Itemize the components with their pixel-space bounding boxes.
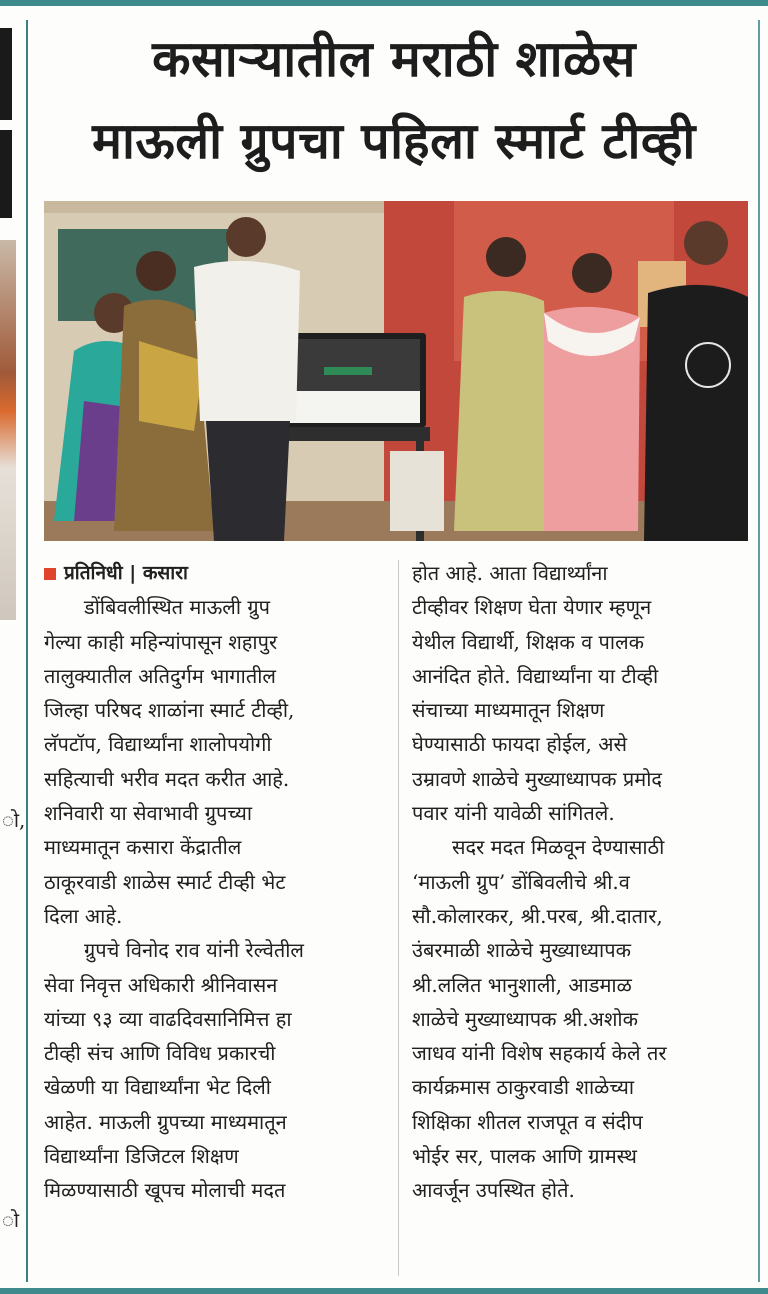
article-text-line: यांच्या ९३ व्या वाढदिवसानिमित्त हा [44, 1006, 292, 1031]
article-text-line: शिक्षिका शीतल राजपूत व संदीप [412, 1109, 643, 1134]
article-text-line: विद्यार्थ्यांना डिजिटल शिक्षण [44, 1144, 239, 1169]
article-text-line: जिल्हा परिषद शाळांना स्मार्ट टीव्ही, [44, 698, 295, 723]
article-text-line: माध्यमातून कसारा केंद्रातील [44, 835, 242, 860]
article-text-line: ठाकूरवाडी शाळेस स्मार्ट टीव्ही भेट [44, 869, 286, 894]
article-text-line: आनंदित होते. विद्यार्थ्यांना या टीव्ही [412, 663, 659, 688]
article-text-line: डोंबिवलीस्थित माऊली ग्रुप [84, 595, 271, 620]
byline [44, 556, 384, 590]
byline-marker-icon [44, 568, 56, 580]
adjacent-photo-fragment [0, 240, 16, 620]
article-text-line: मिळण्यासाठी खूपच मोलाची मदत [44, 1178, 286, 1203]
article-text-line: ‘माऊली ग्रुप’ डोंबिवलीचे श्री.व [412, 869, 630, 894]
article-text-line: आहेत. माऊली ग्रुपच्या माध्यमातून [44, 1109, 287, 1134]
article-text-line: दिला आहे. [44, 903, 123, 928]
article-text-line: टीव्हीवर शिक्षण घेता येणार म्हणून [412, 595, 652, 620]
adjacent-text-fragment: ो [2, 1208, 20, 1232]
article-text-line: शनिवारी या सेवाभावी ग्रुपच्या [44, 801, 253, 826]
article-text-line: जाधव यांनी विशेष सहकार्य केले तर [412, 1041, 667, 1066]
article-text-line: भोईर सर, पालक आणि ग्रामस्थ [412, 1144, 637, 1169]
column-divider [398, 560, 399, 1276]
article-text-line: सहित्याची भरीव मदत करीत आहे. [44, 766, 290, 791]
bottom-border-rule [0, 1288, 768, 1294]
article-left-column [44, 556, 384, 1208]
right-column-text [412, 556, 752, 1208]
left-column-text [44, 590, 384, 1207]
article-text-line: टीव्ही संच आणि विविध प्रकारची [44, 1041, 276, 1066]
headline-line-1: कसाऱ्यातील मराठी शाळेस [152, 29, 636, 88]
article-text-line: येथील विद्यार्थी, शिक्षक व पालक [412, 629, 645, 654]
article-text-line: तालुक्यातील अतिदुर्गम भागातील [44, 663, 276, 688]
article-text-line: सौ.कोलारकर, श्री.परब, श्री.दातार, [412, 903, 663, 928]
article-photo [44, 201, 748, 541]
article-text-line: सेवा निवृत्त अधिकारी श्रीनिवासन [44, 972, 278, 997]
article-text-line: होत आहे. आता विद्यार्थ्यांना [412, 561, 608, 585]
article-text-line: उम्रावणे शाळेचे मुख्याध्यापक प्रमोद [412, 766, 663, 791]
byline-reporter: प्रतिनिधी [64, 562, 123, 584]
article-text-line: शाळेचे मुख्याध्यापक श्री.अशोक [412, 1006, 638, 1031]
adjacent-text-fragment: ो, [2, 808, 26, 832]
adjacent-headline-fragment [0, 130, 12, 218]
byline-separator: | [129, 562, 137, 584]
article-text-line: श्री.ललित भानुशाली, आडमाळ [412, 972, 632, 997]
article-text-line: उंबरमाळी शाळेचे मुख्याध्यापक [412, 938, 631, 963]
article-text-line: पवार यांनी यावेळी सांगितले. [412, 801, 615, 826]
article-text-line: खेळणी या विद्यार्थ्यांना भेट दिली [44, 1075, 271, 1100]
top-border-rule [0, 0, 768, 6]
article-text-line: आवर्जून उपस्थित होते. [412, 1178, 575, 1203]
byline-place: कसारा [142, 562, 188, 584]
article-text-line: ग्रुपचे विनोद राव यांनी रेल्वेतील [84, 938, 304, 963]
right-border-rule [758, 20, 760, 1282]
adjacent-headline-fragment [0, 28, 12, 120]
article-text-line: संचाच्या माध्यमातून शिक्षण [412, 698, 605, 723]
left-border-rule [26, 20, 28, 1282]
article-text-line: सदर मदत मिळवून देण्यासाठी [452, 835, 665, 860]
article-text-line: लॅपटॉप, विद्यार्थ्यांना शालोपयोगी [44, 732, 272, 757]
headline-line-2: माऊली ग्रुपचा पहिला स्मार्ट टीव्ही [92, 111, 696, 170]
article-right-column [412, 556, 752, 1208]
article-text-line: गेल्या काही महिन्यांपासून शहापुर [44, 629, 278, 654]
article-text-line: कार्यक्रमास ठाकुरवाडी शाळेच्या [412, 1075, 635, 1100]
article-text-line: घेण्यासाठी फायदा होईल, असे [412, 732, 628, 757]
